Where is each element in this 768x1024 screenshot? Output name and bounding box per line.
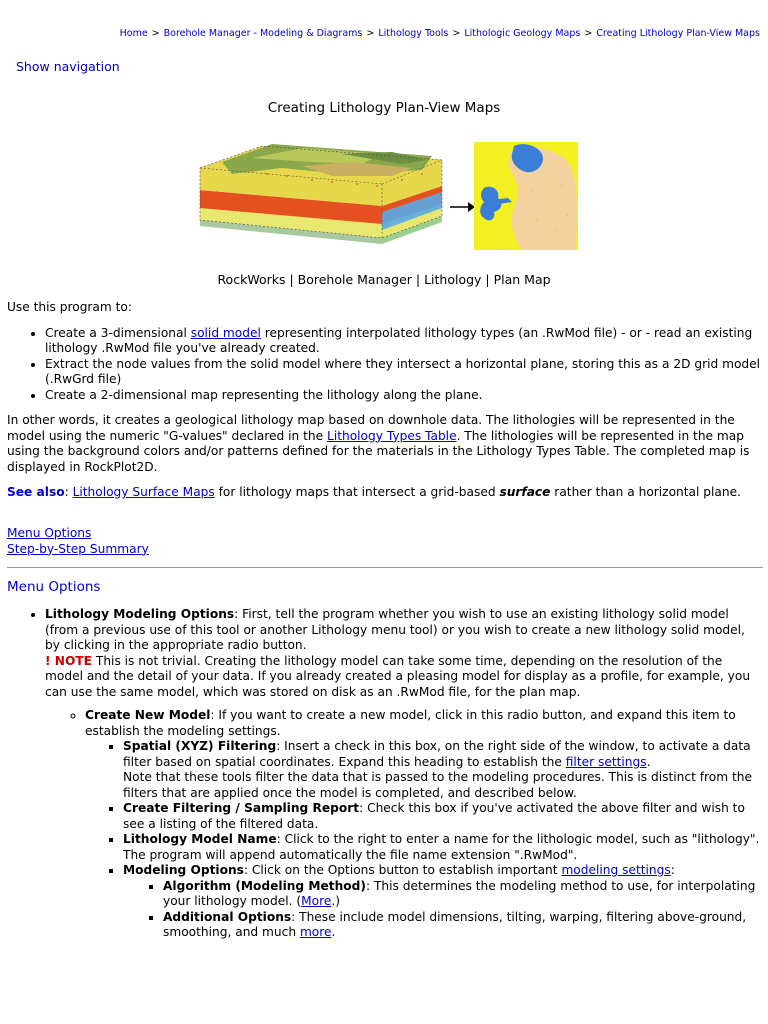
see-also (7, 485, 763, 501)
step-by-step-summary-link[interactable]: Step-by-Step Summary (7, 541, 149, 556)
spatial-filtering-text: : Insert a check in this box, on the right side of the window, to activate a data filter based on spatial coordinates. Expand this heading to establish the (123, 739, 751, 769)
intro-bullet-2 (45, 357, 763, 388)
intro-paragraph-text: In other words, it creates a geological lithology map based on downhole data. The lithologies will be represented in the model using the numeric "G-values" declared in the (7, 413, 735, 443)
lithology-model-name-text: : Click to the right to enter a name for the lithologic model, such as "lithology". The program will append automatically the file name extension ".RwMod". (123, 832, 760, 862)
spatial-filtering-item (123, 739, 763, 801)
filtering-report-item (123, 801, 763, 832)
additional-options-text: : These include model dimensions, tilting, warping, filtering above-ground, smoothing, and much (163, 909, 747, 939)
create-new-model-label: Create New Model (85, 708, 211, 722)
figure-caption: RockWorks | Borehole Manager | Lithology | Plan Map (217, 272, 551, 287)
modeling-options-text: : Click on the Options button to establish important (243, 863, 562, 877)
surface-emphasis: surface (499, 485, 551, 499)
show-navigation-link[interactable]: Show navigation (16, 59, 120, 74)
breadcrumb-separator: > (151, 28, 160, 39)
filter-settings-link[interactable]: filter settings (565, 754, 647, 769)
breadcrumb (120, 28, 760, 39)
breadcrumb-separator: > (452, 28, 461, 39)
solid-model-link[interactable]: solid model (190, 325, 261, 340)
additional-options-text: . (331, 925, 336, 939)
additional-options-item (163, 910, 763, 941)
intro-bullet-3 (45, 388, 763, 404)
menu-options-heading: Menu Options (7, 578, 101, 595)
create-new-model-item (85, 708, 763, 941)
create-new-model-settings (85, 739, 763, 941)
page-anchor-links (7, 525, 763, 557)
spatial-filtering-label: Spatial (XYZ) Filtering (123, 739, 277, 753)
see-also-label: See also (7, 485, 65, 499)
intro-paragraph-text: . The lithologies will be represented in the map using the background colors and/or patterns defined for the materials in the Lithology Types Table. The completed map is displayed in RockPlot2D. (7, 428, 750, 474)
breadcrumb-separator: > (584, 28, 593, 39)
lithology-model-name-label: Lithology Model Name (123, 832, 277, 846)
see-also-text: rather than a horizontal plane. (550, 485, 741, 499)
see-also-colon: : (64, 485, 73, 499)
spatial-filtering-note: Note that these tools filter the data that is passed to the modeling procedures. This is distinct from the filters that are applied once the model is completed, and described below. (123, 770, 752, 800)
arrow-right-icon (450, 202, 475, 212)
intro-paragraph (7, 413, 763, 475)
lithology-model-name-item (123, 832, 763, 863)
create-new-model-text: : If you want to create a new model, click in this radio button, and expand this item to establish the modeling settings. (85, 708, 736, 738)
algorithm-more-link[interactable]: More (301, 894, 332, 908)
intro-bullet-text: Create a 3-dimensional (45, 325, 191, 340)
modeling-options-label: Modeling Options (123, 863, 244, 877)
algorithm-label: Algorithm (Modeling Method) (163, 878, 366, 893)
lithology-modeling-options-text: : First, tell the program whether you wish to use an existing lithology solid model (from a previous use of this tool or another Lithology menu tool) or you wish to create a new lithology solid model, by clicking in the appropriate radio button. (45, 607, 745, 652)
breadcrumb-home[interactable]: Home (119, 28, 148, 39)
menu-options-list (7, 607, 763, 941)
lithology-surface-maps-link[interactable]: Lithology Surface Maps (72, 485, 215, 499)
breadcrumb-current-page[interactable]: Creating Lithology Plan-View Maps (596, 28, 760, 39)
note-text: This is not trivial. Creating the lithology model can take some time, depending on the resolution of the model and the detail of your data. If you already created a pleasing model for display as a profile, for example, you can use the same model, which was stored on disk as an .RwMod file, for the plan map. (45, 653, 751, 699)
main-content (7, 300, 763, 951)
page-title: Creating Lithology Plan-View Maps (267, 100, 501, 116)
additional-options-label: Additional Options (163, 909, 292, 924)
algorithm-text: .) (331, 894, 340, 908)
section-divider (7, 567, 763, 568)
intro-lead: Use this program to: (7, 300, 132, 314)
modeling-options-sublist (123, 879, 763, 941)
model-choice-list (45, 708, 763, 941)
algorithm-item (163, 879, 763, 910)
menu-options-anchor-link[interactable]: Menu Options (7, 525, 92, 540)
breadcrumb-lithologic-geology-maps[interactable]: Lithologic Geology Maps (464, 28, 581, 39)
breadcrumb-separator: > (366, 28, 375, 39)
see-also-text: for lithology maps that intersect a grid-based (214, 485, 500, 499)
filtering-report-label: Create Filtering / Sampling Report (123, 801, 360, 815)
intro-bullet-list (7, 326, 763, 404)
lithology-model-illustration (192, 140, 582, 252)
plan-map-image (474, 142, 578, 250)
intro-bullet-1 (45, 326, 763, 357)
solid-model-block-image (200, 144, 442, 244)
filtering-report-text: : Check this box if you've activated the above filter and wish to see a listing of the filtered data. (123, 801, 745, 831)
spatial-filtering-text: . (646, 754, 651, 769)
lithology-modeling-options-item (45, 607, 763, 941)
lithology-modeling-options-label: Lithology Modeling Options (45, 607, 235, 621)
intro-bullet-text: representing interpolated lithology types (an .RwMod file) - or - read an existing lithology .RwMod file you've already created. (45, 325, 753, 355)
note-label: ! NOTE (45, 653, 93, 668)
lithology-types-table-link[interactable]: Lithology Types Table (327, 428, 457, 443)
additional-options-more-link[interactable]: more (299, 925, 332, 939)
intro-bullet-text: Create a 2-dimensional map representing the lithology along the plane. (45, 387, 483, 402)
modeling-options-text: : (670, 863, 675, 877)
intro-bullet-text: Extract the node values from the solid model where they intersect a horizontal plane, storing this as a 2D grid model (.RwGrd file) (45, 356, 761, 386)
modeling-settings-link[interactable]: modeling settings (561, 863, 671, 877)
breadcrumb-lithology-tools[interactable]: Lithology Tools (378, 28, 449, 39)
algorithm-text: : This determines the modeling method to use, for interpolating your lithology model. ( (163, 878, 756, 908)
modeling-options-item (123, 863, 763, 941)
breadcrumb-borehole-manager[interactable]: Borehole Manager - Modeling & Diagrams (163, 28, 363, 39)
